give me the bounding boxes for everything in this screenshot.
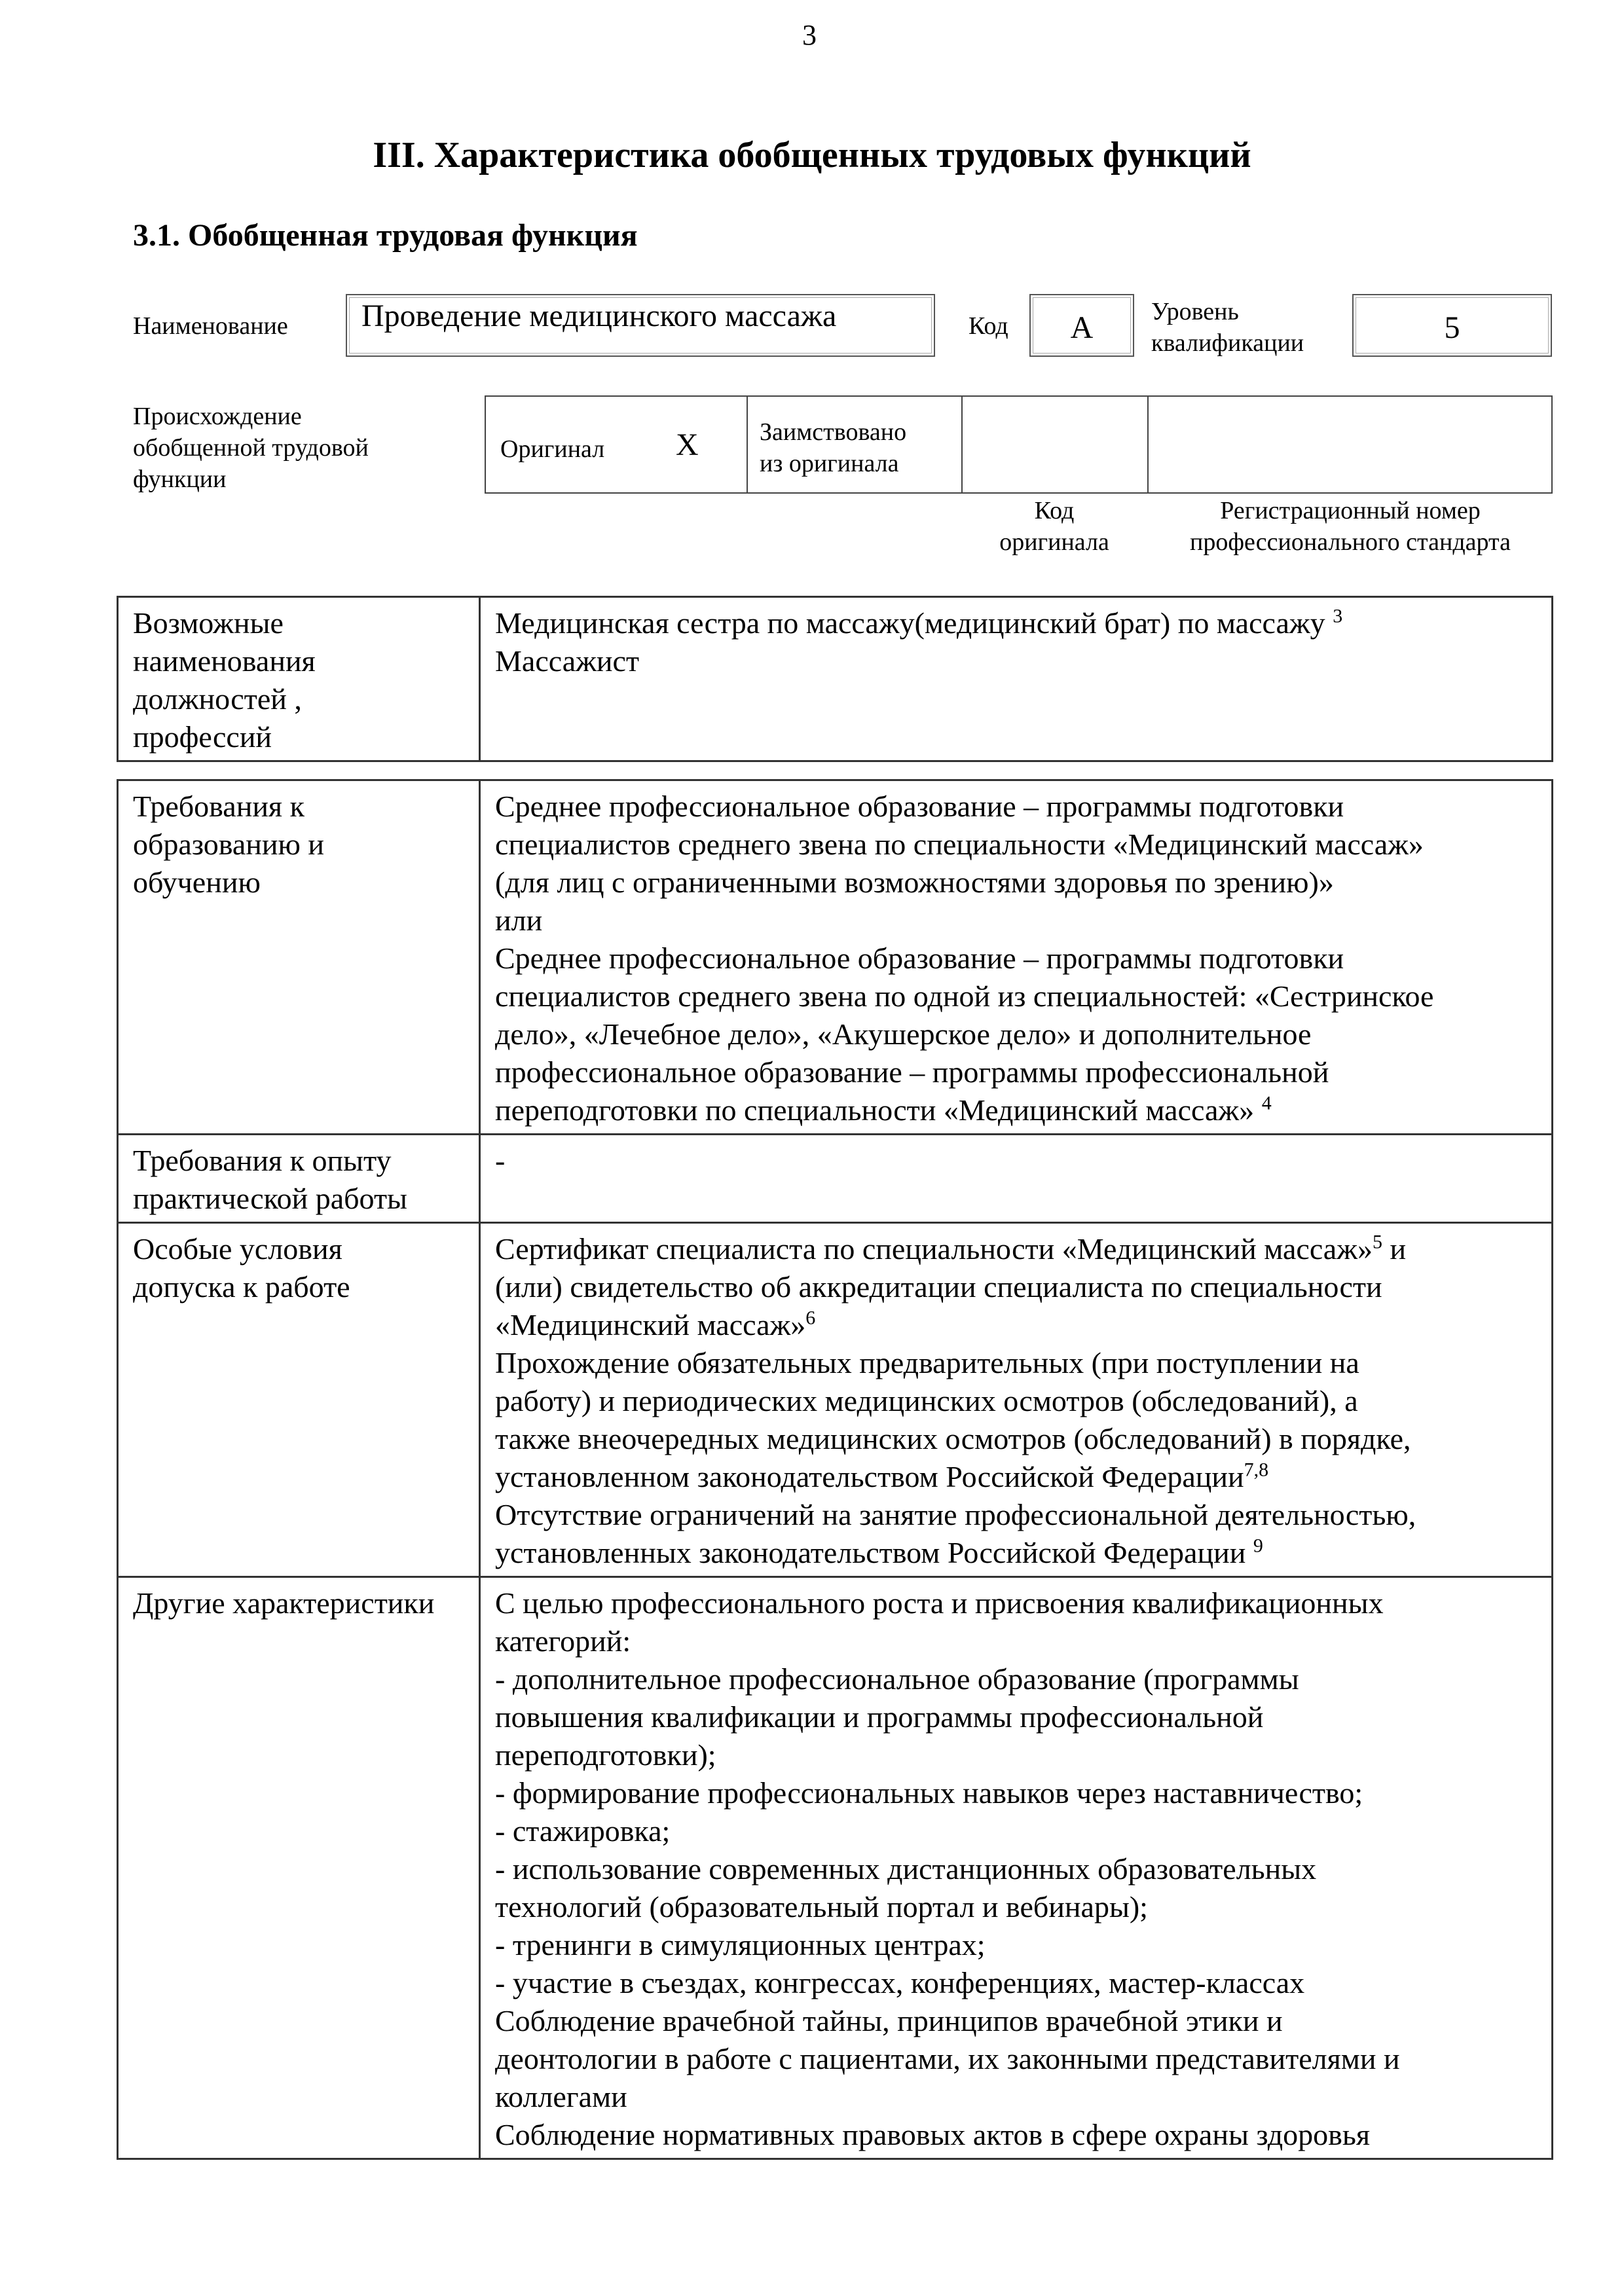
- label-line: обучению: [133, 866, 261, 899]
- table-row: [118, 1577, 1553, 2159]
- text-line: специалистов среднего звена по одной из специальностей: «Сестринское: [495, 979, 1434, 1013]
- original-label: Оригинал: [500, 435, 605, 463]
- text-line: Среднее профессиональное образование – программы подготовки: [495, 790, 1344, 823]
- level-value-box: [1352, 294, 1552, 357]
- text-line: - формирование профессиональных навыков через наставничество;: [495, 1776, 1363, 1810]
- original-mark: Х: [676, 428, 699, 462]
- text-line: Прохождение обязательных предварительных (при поступлении на: [495, 1346, 1359, 1379]
- name-label: Наименование: [133, 312, 288, 340]
- text-line: (или) свидетельство об аккредитации специалиста по специальности: [495, 1270, 1382, 1303]
- table-row: [118, 1223, 1553, 1577]
- requirements-table: [117, 779, 1553, 2160]
- section-title: III. Характеристика обобщенных трудовых функций: [373, 135, 1251, 175]
- borrowed-label: [760, 416, 906, 479]
- text-line: [495, 1458, 1538, 1496]
- origin-label: [133, 401, 369, 495]
- label-line: профессий: [133, 720, 272, 754]
- positions-line: [495, 604, 1538, 642]
- footnote-ref: 6: [805, 1307, 816, 1329]
- text-line: - стажировка;: [495, 1814, 671, 1848]
- text-line: коллегами: [495, 2080, 627, 2113]
- label-line: наименования: [133, 644, 316, 678]
- level-label-line: квалификации: [1151, 329, 1304, 357]
- text-line: Среднее профессиональное образование – программы подготовки: [495, 941, 1344, 975]
- text-span: установленных законодательством Российской Федерации: [495, 1536, 1246, 1569]
- label-line: Требования к опыту: [133, 1144, 392, 1177]
- text-line: работу) и периодических медицинских осмотров (обследований), а: [495, 1384, 1358, 1417]
- experience-value: -: [480, 1135, 1553, 1223]
- origin-label-line: Происхождение: [133, 403, 302, 430]
- text-line: [495, 1230, 1538, 1268]
- name-value-box: [346, 294, 935, 357]
- text-line: Отсутствие ограничений на занятие профессиональной деятельностью,: [495, 1498, 1416, 1531]
- level-label-line: Уровень: [1151, 298, 1239, 325]
- positions-value: [480, 597, 1553, 761]
- text-span: переподготовки по специальности «Медицинский массаж»: [495, 1093, 1255, 1127]
- footnote-ref: 7,8: [1244, 1459, 1269, 1481]
- text-line: (для лиц с ограниченными возможностями здоровья по зрению)»: [495, 866, 1334, 899]
- text-span: Сертификат специалиста по специальности «Медицинский массаж»: [495, 1232, 1373, 1266]
- text-line: категорий:: [495, 1624, 631, 1658]
- table-row: [118, 780, 1553, 1135]
- borrowed-label-line: из оригинала: [760, 450, 899, 477]
- origin-label-line: обобщенной трудовой: [133, 434, 369, 462]
- text-line: [495, 1091, 1538, 1129]
- text-line: - тренинги в симуляционных центрах;: [495, 1928, 986, 1961]
- footnote-ref: 9: [1253, 1535, 1263, 1557]
- text-line: дело», «Лечебное дело», «Акушерское дело» и дополнительное: [495, 1017, 1312, 1051]
- origin-table: [485, 395, 1553, 494]
- text-span: установленном законодательством Российской Федерации: [495, 1460, 1244, 1493]
- text-line: С целью профессионального роста и присвоения квалификационных: [495, 1586, 1384, 1620]
- borrowed-label-line: Заимствовано: [760, 418, 907, 446]
- caption-line: Код: [1034, 497, 1075, 524]
- text-line: также внеочередных медицинских осмотров (обследований) в порядке,: [495, 1422, 1411, 1455]
- code-original-caption: [976, 495, 1133, 558]
- name-value: Проведение медицинского массажа: [361, 299, 837, 333]
- label-line: допуска к работе: [133, 1270, 350, 1303]
- text-line: технологий (образовательный портал и вебинары);: [495, 1890, 1148, 1923]
- other-characteristics-value: [480, 1577, 1553, 2159]
- text-span: и: [1382, 1232, 1407, 1266]
- caption-line: Регистрационный номер: [1220, 497, 1481, 524]
- footnote-ref: 5: [1373, 1231, 1382, 1253]
- level-value: 5: [1444, 310, 1460, 345]
- experience-label: [118, 1135, 480, 1223]
- code-value: А: [1070, 310, 1094, 345]
- text-line: [495, 1534, 1538, 1572]
- code-value-box: [1029, 294, 1134, 357]
- other-characteristics-label: Другие характеристики: [118, 1577, 480, 2159]
- label-line: практической работы: [133, 1182, 407, 1215]
- text-line: Соблюдение врачебной тайны, принципов врачебной этики и: [495, 2004, 1283, 2037]
- text-line: - использование современных дистанционных образовательных: [495, 1852, 1317, 1886]
- label-line: Особые условия: [133, 1232, 342, 1266]
- origin-divider: [961, 397, 963, 492]
- origin-divider: [1147, 397, 1149, 492]
- text-line: деонтологии в работе с пациентами, их законными представителями и: [495, 2042, 1400, 2075]
- education-value: [480, 780, 1553, 1135]
- subsection-title: 3.1. Обобщенная трудовая функция: [133, 218, 638, 253]
- caption-line: профессионального стандарта: [1190, 528, 1511, 556]
- text-line: - участие в съездах, конгрессах, конференциях, мастер-классах: [495, 1966, 1305, 1999]
- table-row: [118, 597, 1553, 761]
- text-span: «Медицинский массаж»: [495, 1308, 806, 1341]
- code-label: Код: [969, 312, 1008, 340]
- text-line: Соблюдение нормативных правовых актов в сфере охраны здоровья: [495, 2118, 1370, 2151]
- positions-table: [117, 596, 1553, 762]
- footnote-ref: 3: [1333, 605, 1343, 627]
- origin-divider: [747, 397, 748, 492]
- special-conditions-value: [480, 1223, 1553, 1577]
- footnote-ref: 4: [1261, 1092, 1272, 1114]
- positions-text: Медицинская сестра по массажу(медицинский брат) по массажу: [495, 606, 1325, 640]
- label-line: образованию и: [133, 828, 324, 861]
- positions-label: [118, 597, 480, 761]
- label-line: Возможные: [133, 606, 284, 640]
- text-line: специалистов среднего звена по специальности «Медицинский массаж»: [495, 828, 1424, 861]
- label-line: должностей ,: [133, 682, 302, 716]
- positions-text: Массажист: [495, 644, 640, 678]
- special-conditions-label: [118, 1223, 480, 1577]
- table-row: [118, 1135, 1553, 1223]
- label-line: Требования к: [133, 790, 304, 823]
- text-line: профессиональное образование – программы профессиональной: [495, 1055, 1329, 1089]
- text-line: [495, 1306, 1538, 1344]
- education-label: [118, 780, 480, 1135]
- text-line: переподготовки);: [495, 1738, 716, 1772]
- text-line: или: [495, 903, 543, 937]
- caption-line: оригинала: [999, 528, 1109, 556]
- origin-label-line: функции: [133, 465, 227, 493]
- reg-number-caption: [1147, 495, 1553, 558]
- level-label: [1151, 296, 1304, 359]
- text-line: - дополнительное профессиональное образование (программы: [495, 1662, 1299, 1696]
- text-line: повышения квалификации и программы профессиональной: [495, 1700, 1264, 1734]
- page-number: 3: [802, 19, 817, 51]
